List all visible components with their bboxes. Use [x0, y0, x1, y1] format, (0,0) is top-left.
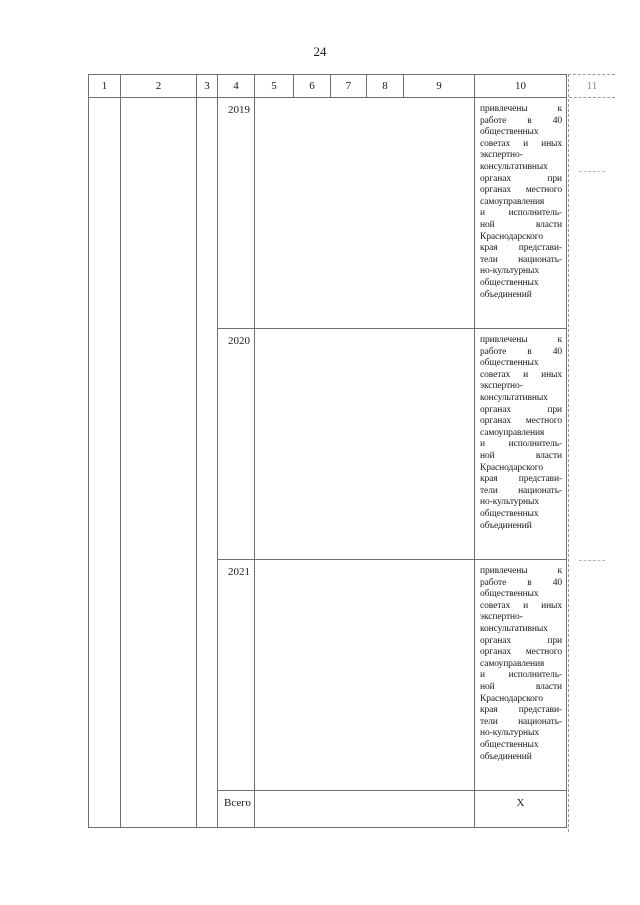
col1-cell	[89, 98, 121, 828]
column-11-strip	[568, 74, 615, 832]
header-cell-11: 11	[586, 80, 598, 92]
year-2021: 2021	[228, 566, 250, 578]
divider	[579, 171, 605, 172]
header-cell-1: 1	[89, 75, 121, 98]
program-table	[88, 74, 567, 828]
page-number: 24	[313, 44, 327, 59]
year-cell	[218, 560, 255, 791]
values-cell	[255, 560, 475, 791]
header-cell-8: 8	[367, 75, 404, 98]
header-cell-10: 10	[475, 75, 567, 98]
values-cell	[255, 329, 475, 560]
total-x-mark: X	[516, 797, 525, 809]
note-cell	[475, 560, 567, 791]
values-cell	[255, 791, 475, 828]
year-2020: 2020	[228, 335, 250, 347]
year-cell	[218, 329, 255, 560]
year-2019: 2019	[228, 104, 250, 116]
values-cell	[255, 98, 475, 329]
header-cell-4: 4	[218, 75, 255, 98]
header-cell-9: 9	[404, 75, 475, 98]
header-cell-5: 5	[255, 75, 294, 98]
note-cell	[475, 329, 567, 560]
col3-cell	[197, 98, 218, 828]
col2-cell	[121, 98, 197, 828]
divider	[569, 97, 615, 98]
year-cell	[218, 98, 255, 329]
note-text: привлечены к работе в 40 общественных советах и иных экспертно- консультативных органах при органах местного самоуправления и исполнитель- ной власти Краснодарского края представи- тели национать- но-культурных общественных объединений	[480, 335, 562, 531]
table-row	[89, 98, 567, 329]
header-row	[89, 75, 567, 98]
note-text: привлечены к работе в 40 общественных советах и иных экспертно- консультативных органах при органах местного самоуправления и исполнитель- ной власти Краснодарского края представи- тели национать- но-культурных общественных объединений	[480, 104, 562, 300]
total-cell	[218, 791, 255, 828]
header-cell-7: 7	[331, 75, 367, 98]
divider	[579, 560, 605, 561]
header-cell-6: 6	[294, 75, 331, 98]
header-cell-2: 2	[121, 75, 197, 98]
total-label: Всего	[224, 797, 251, 809]
total-note-cell	[475, 791, 567, 828]
header-cell-3: 3	[197, 75, 218, 98]
note-text: привлечены к работе в 40 общественных советах и иных экспертно- консультативных органах при органах местного самоуправления и исполнитель- ной власти Краснодарского края представи- тели национать- но-культурных общественных объединений	[480, 566, 562, 762]
note-cell	[475, 98, 567, 329]
